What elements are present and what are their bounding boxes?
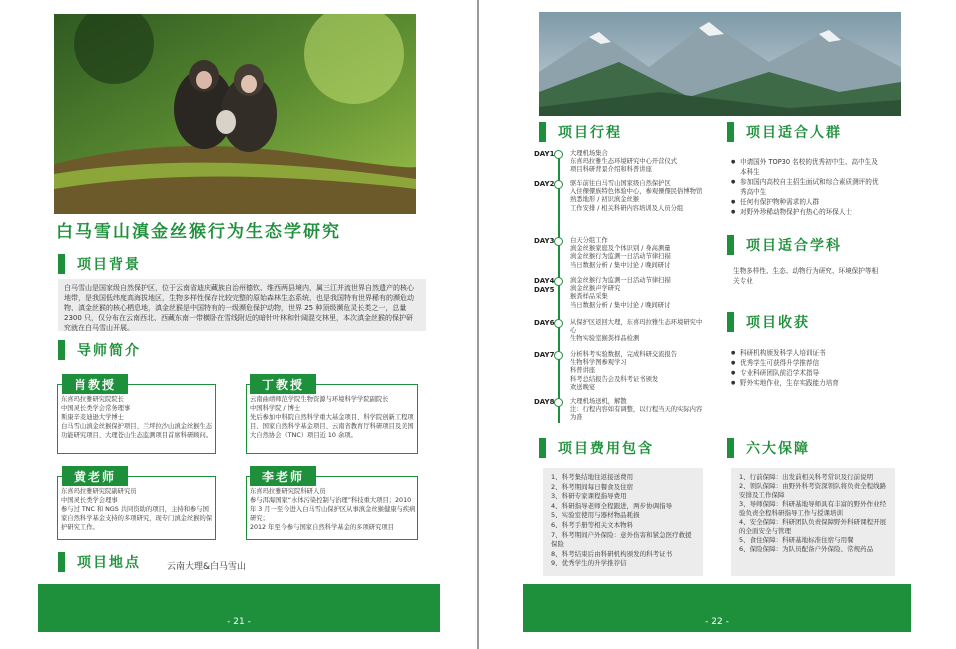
- timeline-dot: [554, 398, 563, 407]
- day-label: DAY7: [534, 351, 555, 359]
- page-number: - 21 -: [227, 617, 251, 627]
- mountains-photo: [539, 12, 901, 116]
- list-item: ● 专业科研团队前沿学术指导: [731, 368, 881, 378]
- section-bar: [727, 438, 734, 458]
- list-item: ● 对野外珍稀动物保护有热心的环保人士: [731, 207, 881, 217]
- section-audience-header: [727, 122, 842, 142]
- mountains-photo-svg: [539, 12, 901, 116]
- list-item: 8、科考结束后由科研机构颁发的科考证书: [551, 549, 673, 558]
- page-22: [479, 0, 956, 649]
- list-item: 6、保险保障：为队员配备户外保险、常规药品: [739, 545, 874, 553]
- section-location-header: [58, 552, 141, 572]
- section-title: 导师简介: [77, 343, 141, 359]
- mentor-card: [246, 384, 418, 454]
- list-item: 3、导师保障：科研基地导师具有丰富的野外作业经验负责全程科研指导工作与授课培训: [739, 500, 887, 517]
- subjects-text: 生物多样性、生态、动物行为研究、环境保护等相关专业: [733, 267, 879, 285]
- list-item: 6、科考手册等相关文本物料: [551, 520, 634, 529]
- day-text: 驱车前往白马雪山国家级自然保护区 入住傈僳族特色体验中心，参观傈僳民俗博物馆 熟悉地形 / 初识滇金丝猴 工作安排 / 相关科研内容培训及人员分组: [570, 180, 703, 212]
- list-item: ● 参加国内高校自主招生面试和综合素质测评的优秀高中生: [731, 177, 881, 197]
- section-title: 项目费用包含: [558, 441, 654, 457]
- section-bar: [727, 312, 734, 332]
- mentor-name-tag: 黄老师: [62, 466, 128, 486]
- section-bar: [58, 340, 65, 360]
- list-item: 3、科研专家课程指导费用: [551, 492, 627, 501]
- day-text: 大理机场集合 东喜玛拉雅生态环境研究中心开营仪式 项目科研背景介绍和科普讲座: [570, 150, 678, 174]
- list-item: ● 优秀学生可获得升学推荐信: [731, 358, 881, 368]
- mentor-card: [57, 384, 216, 454]
- section-bar: [58, 254, 65, 274]
- timeline-dot: [554, 180, 563, 189]
- list-item: ● 野外实地作业，生存实践能力培育: [731, 378, 881, 388]
- day-label: DAY1: [534, 150, 555, 158]
- footer-bar: [523, 584, 911, 632]
- section-gains-header: [727, 312, 810, 332]
- mentor-name-tag: 丁教授: [250, 374, 316, 394]
- page-21: [0, 0, 477, 649]
- list-item: 2、领队保障：由野外科考资深领队将负责全程线路安排及工作保障: [739, 482, 887, 499]
- audience-list: [731, 157, 881, 217]
- section-itinerary-header: [539, 122, 622, 142]
- timeline-dot: [554, 319, 563, 328]
- section-title: 项目背景: [77, 257, 141, 273]
- section-bar: [727, 122, 734, 142]
- section-bar: [539, 122, 546, 142]
- monkeys-photo-svg: [54, 14, 416, 214]
- day-label: DAY4 DAY5: [534, 277, 555, 294]
- section-subjects-header: [727, 235, 842, 255]
- list-item: ● 科研机构颁发科学人培训证书: [731, 348, 881, 358]
- mentor-name-tag: 肖教授: [62, 374, 128, 394]
- section-title: 项目适合学科: [746, 238, 842, 254]
- mentor-bio: 东喜玛拉雅研究院科研人员 参与洱海国家“水体污染控制与治理”科技重大项目；2010 年 3 月一至今进入白马雪山保护区从事滇金丝猴健康与疾病研究； 2012 年至今参与国家自然科学基金的多项研究项目: [250, 488, 416, 531]
- fees-list: [543, 468, 703, 576]
- list-item: 7、科考期间户外保险：意外伤害和紧急医疗救援保险: [551, 530, 692, 549]
- day-label: DAY2: [534, 180, 555, 188]
- day-label: DAY3: [534, 237, 555, 245]
- timeline-dot: [554, 150, 563, 159]
- gains-list: [731, 348, 881, 388]
- section-title: 项目收获: [746, 315, 810, 331]
- section-background-header: [58, 254, 141, 274]
- page-number: - 22 -: [705, 617, 729, 627]
- day-text: 大理机场送机，解散 注：行程内容如有调整，以行程当天的实际内容为准: [570, 398, 703, 422]
- monkeys-photo: [54, 14, 416, 214]
- background-text: 白马雪山是国家级自然保护区，位于云南省迪庆藏族自治州德钦、维西两县境内，属三江并流世界自然遗产的核心地带，是我国低纬度高海拔地区，生物多样性保存比较完整的原始森林生态系统，也是我国特有世界稀有的濒危动物、滇金丝猴的核心栖息地，滇金丝猴是中国特有的一级濒危保护动物，世界 25 种顶级濒危灵长类之一，总量 2300 只，仅分布在云南西北、西藏东南一带横卧在雪线附近的暗针叶林和针阔混交林里，本次滇金丝猴的保护研究就在白马雪山开展。: [58, 279, 426, 331]
- list-item: 1、行前保障：出发前相关科考常识及行前说明: [739, 473, 874, 481]
- list-item: 4、科研指导老师全程跟进，两步协调指导: [551, 501, 673, 510]
- list-item: 5、食住保障：科研基地标准住宿与用餐: [739, 536, 854, 544]
- main-title: 白马雪山滇金丝猴行为生态学研究: [56, 222, 341, 242]
- list-item: ● 任何有保护物种需求的人群: [731, 197, 881, 207]
- timeline-dot: [554, 351, 563, 360]
- mentor-bio: 东喜玛拉雅研究院院长 中国灵长类学会常务理事 斯康辛麦迪逊大学博士 白马雪山滇金丝猴保护项目、兰坪拉沙山滇金丝猴生态功能研究项目、大理苍山生态监测项目首席科研顾问。: [61, 396, 213, 439]
- section-bar: [727, 235, 734, 255]
- day-label: DAY6: [534, 319, 555, 327]
- section-title: 项目适合人群: [746, 125, 842, 141]
- timeline-dot: [554, 237, 563, 246]
- section-guarantees-header: [727, 438, 810, 458]
- mentor-bio: 东喜玛拉雅研究院副研究员 中国灵长类学会理事 参与过 TNC 和 NGS 共同资助的项目，主持和参与国家自然科学基金支持的多项研究，现专门滇金丝猴的保护研究工作。: [61, 488, 213, 531]
- footer-bar: [38, 584, 440, 632]
- day-text: 白天分组工作 滇金丝猴家庭及个体识别 / 身高测量 滇金丝猴行为监测一日活动节律扫描 当日数据分析 / 集中讨论 / 晚间研讨: [570, 237, 671, 269]
- timeline-dot: [554, 277, 563, 286]
- list-item: 4、安全保障：科研团队负责保障野外科研课程开展的全面安全与管理: [739, 518, 887, 535]
- day-text: 分析科考实验数据，完成科研交流报告 生物科学图参观学习 科普讲座 科考总结报告会及科考证书颁发 欢送晚宴: [570, 351, 678, 391]
- section-bar: [58, 552, 65, 572]
- mentor-bio: 云南曲靖师范学院生物资源与环境科学学院副院长 中国科学院 / 博士 先后参加中科院自然科学重大基金项目、科学院创新工程项目、国家自然科学基金项目、云南省教育厅科研项目及美国大自然协会（TNC）项目近 10 余项。: [250, 396, 414, 439]
- list-item: 5、实验室使用与器材物品耗损: [551, 511, 640, 520]
- location-text: 云南大理&白马雪山: [167, 562, 247, 572]
- section-title: 项目行程: [558, 125, 622, 141]
- itinerary-timeline: [534, 146, 704, 436]
- section-bar: [539, 438, 546, 458]
- section-title: 六大保障: [746, 441, 810, 457]
- list-item: 9、优秀学生的升学推荐信: [551, 559, 627, 568]
- day-text: 从保护区返回大理，东喜玛拉雅生态环境研究中心 生物实验室猴粪样品检测: [570, 319, 703, 343]
- mentor-name-tag: 李老师: [250, 466, 316, 486]
- section-fees-header: [539, 438, 654, 458]
- section-mentors-header: [58, 340, 141, 360]
- day-label: DAY8: [534, 398, 555, 406]
- list-item: ● 申请国外 TOP30 名校的优秀初中生、高中生及本科生: [731, 157, 881, 177]
- timeline-line: [558, 151, 560, 423]
- section-title: 项目地点: [77, 555, 141, 571]
- day-text: 滇金丝猴行为监测一日活动节律扫描 滇金丝猴声学研究 猴粪样品采集 当日数据分析 / 集中讨论 / 晚间研讨: [570, 277, 671, 309]
- list-item: 1、科考集结地往返接送费用: [551, 473, 634, 481]
- guarantees-list: [731, 468, 895, 576]
- list-item: 2、科考期间每日餐食及住宿: [551, 482, 634, 491]
